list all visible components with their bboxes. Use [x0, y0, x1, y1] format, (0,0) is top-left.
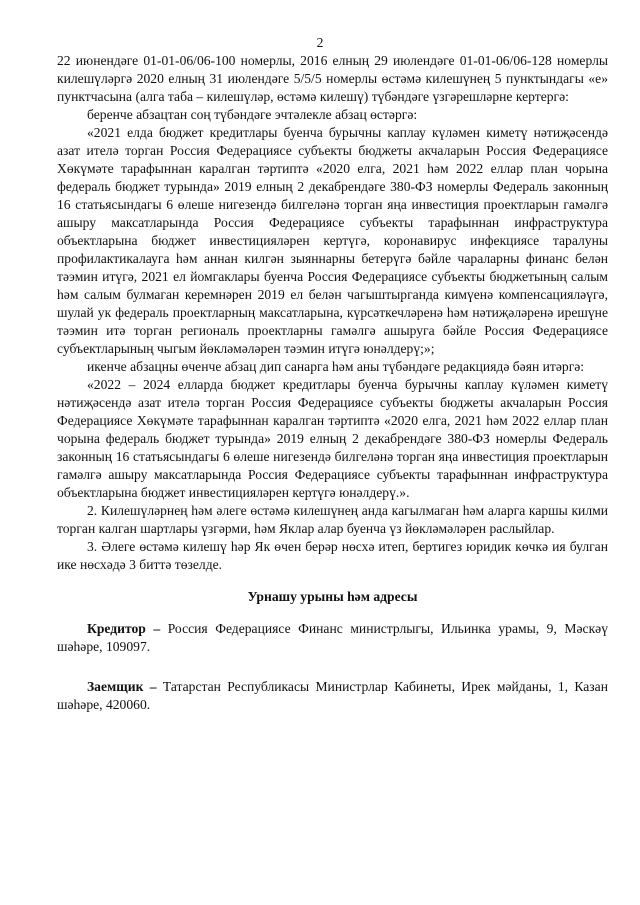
paragraph-clause-2: 2. Килешүләрнең һәм әлеге өстәмә килешүнең анда кагылмаган һәм аларга каршы килми торган калган шартлары үзгәрми, һәм Яклар алар буенча үз йөкләмәләрен раслыйлар.: [57, 503, 608, 536]
paragraph-instruction-2: икенче абзацны өченче абзац дип санарга һәм аны түбәндәге редакциядә бәян итәргә:: [87, 359, 585, 374]
paragraph-clause-3: 3. Әлеге өстәмә килешү һәр Як өчен берәр нөсхә итеп, бертигез юридик көчкә ия булган ике нөсхәдә 3 биттә төзелде.: [57, 539, 608, 572]
page-number: 2: [316, 35, 324, 50]
borrower-address: Татарстан Республикасы Министрлар Кабинеты, Ирек мәйданы, 1, Казан шәһәре, 420060.: [57, 679, 608, 712]
paragraph-quote-2022-2024: «2022 – 2024 елларда бюджет кредитлары буенча бурычны каплау күләмен киметү нәтиҗәсендә азат ителә торган Россия Федерациясе субъекты бюджеты акчаларын Россия Федерациясе Хөкүмәте тарафыннан каралган тәртиптә «2020 елга, 2021 һәм 2022 еллар план чорына федераль бюджет турында» 2019 елның 2 декабрендәге 380-ФЗ номерлы Федераль законның 16 статьясындагы 6 өлеше нигезендә билгеләнә торган яңа инвестиция проектларын гамәлгә ашыру максатларында Россия Федерациясе субъекты тарафыннан инфраструктура объектларына бюджет инвестицияләрен кертүгә юнәлдерү.».: [57, 377, 608, 500]
creditor-address: Россия Федерациясе Финанс министрлыгы, Ильинка урамы, 9, Мәскәү шәһәре, 109097.: [57, 621, 608, 654]
document-body: [57, 52, 608, 714]
paragraph-intro: 22 июнендәге 01-01-06/06-100 номерлы, 2016 елның 29 июлендәге 01-01-06/06-128 номерлы килешүләргә 2020 елның 31 июлендәге 5/5/5 номерлы өстәмә килешүнең 5 пунктындагы «е» пунктчасына (алга таба – килешүләр, өстәмә килешү) түбәндәге үзгәрешләрне кертергә:: [57, 53, 608, 104]
paragraph-quote-2021: «2021 елда бюджет кредитлары буенча бурычны каплау күләмен киметү нәтиҗәсендә азат ителә торган Россия Федерациясе субъекты бюджеты акчаларын Россия Федерациясе Хөкүмәте тарафыннан каралган тәртиптә «2020 елга, 2021 һәм 2022 еллар план чорына федераль бюджет турында» 2019 елның 2 декабрендәге 380-ФЗ номерлы Федераль законның 16 статьясындагы 6 өлеше нигезендә билгеләнә торган яңа инвестиция проектларын гамәлгә ашыру максатларында Россия Федерациясе субъекты тарафыннан инфраструктура объектларына бюджет инвестицияләрен кертүгә, коронавирус инфекциясе таралуны профилактикалауга һәм аннан килгән зыяннарны бетерүгә бәйле чараларны финанс белән тәэмин итүгә, 2021 ел йомгаклары буенча Россия Федерациясе субъекты бюджетының салым һәм салым булмаган керемнәрен 2019 ел белән чагыштырганда кимүенә компенсацияләүгә, шулай ук федераль проектларның максатларына, күрсәткечләренә һәм нәтиҗәләренә ирешүне тәэмин итә торган региональ проектларны гамәлгә ашыруга бәйле Россия Федерациясе субъектларының чыгым йөкләмәләрен тәэмин итүгә юнәлдерү;»;: [57, 125, 608, 356]
borrower-label: Заемщик –: [87, 679, 157, 694]
section-heading: Урнашу урыны һәм адресы: [247, 589, 418, 604]
borrower-block: [57, 678, 608, 714]
creditor-label: Кредитор –: [87, 621, 161, 636]
creditor-block: [57, 620, 608, 656]
paragraph-instruction-1: беренче абзацтан соң түбәндәге эчтәлекле абзац өстәргә:: [87, 107, 418, 122]
